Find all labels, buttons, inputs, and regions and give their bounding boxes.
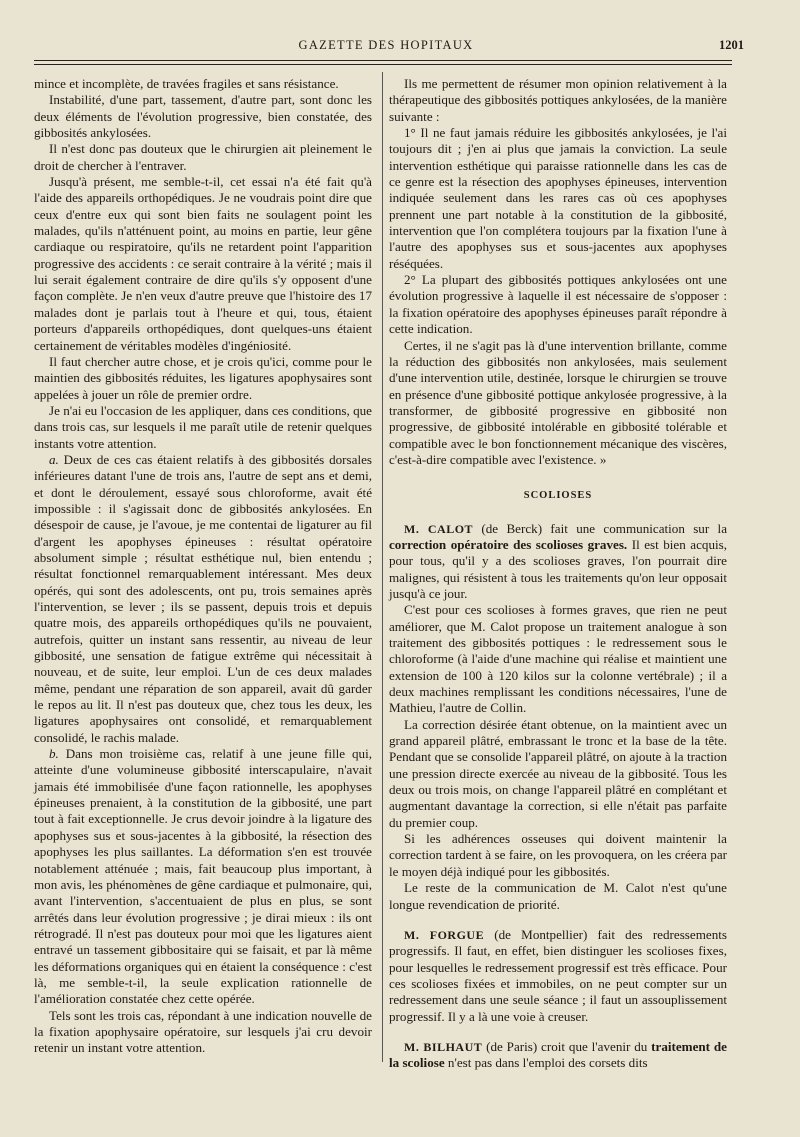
left-column: [34, 76, 372, 1057]
right-column: [389, 76, 727, 1072]
journal-title: GAZETTE DES HOPITAUX: [298, 38, 474, 52]
paragraph: Il n'est donc pas douteux que le chirurgien ait pleinement le droit de chercher à l'entraver.: [34, 141, 372, 173]
paragraph-text: (de Paris) croit que l'avenir du: [482, 1038, 652, 1054]
paragraph: Je n'ai eu l'occasion de les appliquer, dans ces conditions, que dans trois cas, sur lesquels il me paraît utile de retenir quelques instants votre attention.: [34, 402, 372, 451]
paragraph: [34, 746, 372, 1008]
column-divider: [382, 72, 383, 1062]
paragraph: [389, 927, 727, 1025]
paragraph: Tels sont les trois cas, répondant à une indication nouvelle de la fixation apophysaire opératoire, sur lesquels j'ai cru devoir retenir un instant votre attention.: [34, 1007, 372, 1056]
paragraph: Ils me permettent de résumer mon opinion relativement à la thérapeutique des gibbosités pottiques ankylosées, de la manière suivante :: [389, 76, 727, 124]
paragraph: Certes, il ne s'agit pas là d'une intervention brillante, comme la réduction des gibbosités non ankylosées, mais seulement d'une intervention utile, destinée, lorsque le chirurgien se trouve en présence d'une gibbosité pottique ankylosée progressive, à la transformer, de gibbosité progressive en gibbosité non progressive, de gibbosité intolérable en gibbosité tolérable et compatible avec le bon fonctionnement mécanique des viscères, c'est-à-dire compatible avec l'existence. »: [389, 337, 727, 467]
paragraph-text: Deux de ces cas étaient relatifs à des gibbosités dorsales inférieures datant l'une de trois ans, l'autre de sept ans et demi, et dont le déroulement, essayé sous chloroforme, avait été impossible : il s'agissait donc de gibbosités ankylosées. En désespoir de cause, je l'avoue, je me contentai de ligaturer au fil d'argent les apophyses épineuses : résultat opératoire absolument simple ; résultat esthétique nul, bien entendu ; résultat fonctionnel remarquablement intéressant. Mes deux opérés, qui sont des adolescents, ont pu, trois semaines après l'intervention, se lever ; ils se passent, depuis trois et depuis quatre mois, des appareils orthopédiques qu'ils ne pouvaient, autrefois, quitter un instant sans ressentir, au niveau de leur gibbosité, une sensation de fatigue extrême qui nécessitait à nouveau, et de suite, leur emploi. L'un de ces deux malades même, pendant une réparation de son appareil, avait dû garder le repos au lit. Il n'est pas douteux que, chez tous les deux, les ligatures apophysaires ont consolidé, et remarquablement consolidé, le rachis malade.: [34, 451, 372, 745]
paragraph-text: n'est pas dans l'emploi des corsets dits: [444, 1055, 648, 1071]
paragraph-text: Il est bien acquis, pour tous, qu'il y a des scolioses graves, l'on pourrait dire malignes, qui résistent à tous les traitements qu'on leur opposait jusqu'à ce jour.: [389, 536, 728, 601]
spacer: [389, 913, 727, 927]
section-title: SCOLIOSES: [523, 490, 593, 502]
speaker-name: M. FORGUE: [404, 927, 485, 942]
paragraph: Le reste de la communication de M. Calot n'est qu'une longue revendication de priorité.: [389, 880, 727, 912]
speaker-name: M. CALOT: [404, 521, 474, 536]
case-letter: b.: [49, 746, 59, 762]
paragraph: Jusqu'à présent, me semble-t-il, cet essai n'a été fait qu'à l'aide des appareils orthopédiques. Je ne voudrais point dire que ceux d'entre eux qui sont bien faits ne soulagent point les malades, qu'ils n'atténuent point, au moins en partie, leur gêne cardiaque ou respiratoire, qu'ils ne retardent point l'apparition progressive des accidents : ce serait contraire à la vérité ; mais il lui serait également contraire de dire qu'ils s'y opposent d'une façon complète. Je n'en veux d'autre preuve que l'histoire des 17 malades dont je parlais tout à l'heure et qui, tous, étaient porteurs d'appareils orthopédiques, dont quelques-uns étaient certainement de véritables modèles d'ingéniosité.: [34, 174, 372, 353]
paragraph: La correction désirée étant obtenue, on la maintient avec un grand appareil plâtré, embrassant le tronc et la base de la tête. Pendant que se consolide l'appareil plâtré, on ajoute à la traction une pression directe exercée au niveau de la gibbosité. Tous les deux ou trois mois, on change l'appareil plâtré en complétant et augmentant davantage la correction, si elle n'était pas parfaite du premier coup.: [389, 716, 727, 830]
topic-bold: traitement de la scoliose: [389, 1038, 727, 1071]
paragraph: [389, 521, 727, 603]
paragraph: Instabilité, d'une part, tassement, d'autre part, sont donc les deux éléments de l'évolution progressive, bien constatée, des gibbosités ankylosées.: [34, 92, 372, 141]
paragraph: 2° La plupart des gibbosités pottiques ankylosées ont une évolution progressive à laquelle il est nécessaire de s'opposer : la fixation opératoire des apophyses épineuses paraît répondre à cette indication.: [389, 272, 727, 337]
page-number: 1201: [719, 38, 744, 52]
paragraph-text: Dans mon troisième cas, relatif à une jeune fille qui, atteinte d'une volumineuse gibbosité interscapulaire, n'avait jamais été immobilisée d'une façon rationnelle, les apophyses épineuses prenaient, à la constitution de la gibbosité, une part tout à fait exceptionnelle. Je crus devoir joindre à la ligature des apophyses sus et sous-jacentes à la gibbosité, la résection des apophyses les plus saillantes. La déformation s'en est trouvée notablement atténuée ; mais, fait beaucoup plus important, à mon avis, les phénomènes de gêne cardiaque et pulmonaire, qui, avant l'intervention, s'accentuaient de plus en plus, se sont arrêtés dans leur évolution progressive ; je dirai mieux : ils ont rétrogradé. Il n'est pas douteux pour moi que les ligatures aient entravé un tassement gibbositaire qui se faisait, et par là même les déformations organiques qui en étaient la conséquence : c'est là, me semble-t-il, la seule explication rationnelle de l'amélioration constatée chez cette opérée.: [34, 746, 372, 1007]
case-letter: a.: [49, 451, 59, 467]
paragraph: 1° Il ne faut jamais réduire les gibbosités ankylosées, je l'ai toujours dit ; j'en ai plus que jamais la conviction. La seule intervention esthétique qui paraisse rationnelle dans les cas de ce genre est la résection des apophyses épineuses, intervention indiquée seulement dans les rares cas où ces apophyses prennent une part notable à la constitution de la gibbosité, intervention que l'on complétera toujours par la fixation l'une à l'autre des apophyses sus et sous-jacentes aux apophyses réséquées.: [389, 125, 727, 271]
spacer: [389, 1025, 727, 1039]
topic-bold: correction opératoire des scolioses graves.: [389, 536, 628, 552]
paragraph: C'est pour ces scolioses à formes graves, que rien ne peut améliorer, que M. Calot propose un traitement analogue à son traitement des gibbosités pottiques : le redressement sous le chloroforme (à l'aide d'une machine qui réalise et maintient une extension de 100 à 120 kilos sur la colonne vertébrale) ; il a deux machines remplissant les conditions nécessaires, l'une de Mathieu, l'autre de Collin.: [389, 602, 727, 716]
header-rule-thin: [34, 64, 732, 65]
paragraph: mince et incomplète, de travées fragiles et sans résistance.: [34, 76, 339, 91]
paragraph: Si les adhérences osseuses qui doivent maintenir la correction tardent à se faire, on les provoquera, on les créera par le moyen déjà indiqué pour les gibbosités.: [389, 831, 727, 879]
paragraph: [389, 1039, 727, 1072]
paragraph: Il faut chercher autre chose, et je crois qu'ici, comme pour le maintien des gibbosités réduites, les ligatures apophysaires sont appelées à jouer un rôle de premier ordre.: [34, 353, 372, 402]
paragraph-text: (de Montpellier) fait des redressements progressifs. Il faut, en effet, bien distinguer les scolioses fixes, pour lesquelles le redressement progressif est très efficace. Pour ces scolioses fixées et immobiles, on ne peut compter sur un redressement dans une seule séance ; il faut un assouplissement progressif. Il y a là une voie à creuser.: [389, 926, 727, 1024]
page-header: [28, 38, 744, 58]
paragraph: [34, 452, 372, 746]
paragraph-text: (de Berck) fait une communication sur la: [473, 520, 728, 536]
speaker-name: M. BILHAUT: [404, 1039, 483, 1054]
header-rule-thick: [34, 60, 732, 61]
